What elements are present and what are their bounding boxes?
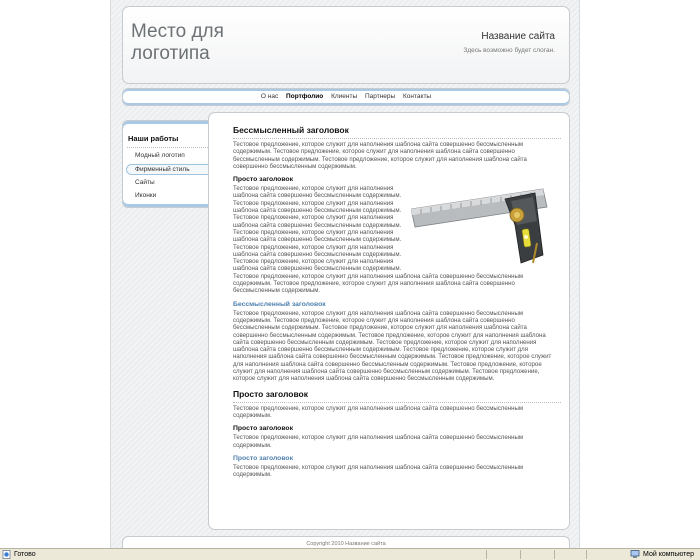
combination-square-image <box>411 185 561 267</box>
main-content <box>208 112 570 530</box>
status-divider <box>554 550 555 559</box>
paragraph-3: Тестовое предложение, которое служит для наполнения шаблона сайта совершенно бессмысленным содержимым. Тестовое предложение, которое служит для наполнения шаблона сайта совершенно бессмысленным содержимым. Тестовое предложение, которое служит для наполнения шаблона сайта совершенно бессмысленным содержимым. Тестовое предложение, которое служит для наполнения шаблона сайта совершенно бессмысленным содержимым. Тестовое предложение, которое служит для наполнения шаблона сайта совершенно бессмысленным содержимым. Тестовое предложение, которое служит для наполнения шаблона сайта совершенно бессмысленным содержимым. Тестовое предложение, которое служит для наполнения шаблона сайта совершенно бессмысленным содержимым. Тестовое предложение, которое служит для наполнения шаблона сайта совершенно бессмысленным содержимым. Тестовое предложение, которое служит для наполнения шаблона сайта совершенно бессмысленным содержимым. <box>233 309 552 383</box>
logo-placeholder: Место для логотипа <box>131 21 224 64</box>
sidebar-title: Наши работы <box>128 134 179 143</box>
section-divider <box>233 402 561 403</box>
title-divider <box>233 138 561 139</box>
subheading-link-2[interactable]: Просто заголовок <box>233 454 293 462</box>
status-divider <box>520 550 521 559</box>
sidebar-item-logo[interactable]: Модный логотип <box>135 152 185 159</box>
main-nav <box>122 88 570 106</box>
section-heading: Просто заголовок <box>233 388 309 399</box>
combination-square-icon <box>411 185 561 267</box>
sidebar-item-sites[interactable]: Сайты <box>135 179 155 186</box>
sidebar-item-corporate-style[interactable]: Фирменный стиль <box>126 164 220 175</box>
status-divider <box>486 550 487 559</box>
nav-item-portfolio[interactable]: Портфолио <box>286 93 324 100</box>
paragraph-6: Тестовое предложение, которое служит для наполнения шаблона сайта совершенно бессмысленным содержимым. <box>233 463 524 479</box>
paragraph-with-image: Тестовое предложение, которое служит для наполнения шаблона сайта совершенно бессмысленным содержимым. Тестовое предложение, которое служит для наполнения шаблона сайта совершенно бессмысленным содержимым. Тестовое предложение, которое служит для наполнения шаблона сайта совершенно бессмысленным содержимым. Тестовое предложение, которое служит для наполнения шаблона сайта совершенно бессмысленным содержимым. Тестовое предложение, которое служит для наполнения шаблона сайта совершенно бессмысленным содержимым. Тестовое предложение, которое служит для наполнения шаблона сайта совершенно бессмысленным содержимым. Тестовое предложение, которое служит для наполнения шаблона сайта совершенно бессмысленным содержимым. Тестовое предложение, которое служит для наполнения шаблона сайта совершенно бессмысленным содержимым. <box>233 185 524 295</box>
browser-status-bar <box>0 548 700 560</box>
paragraph-5: Тестовое предложение, которое служит для наполнения шаблона сайта совершенно бессмысленным содержимым. <box>233 434 524 449</box>
subheading-2: Просто заголовок <box>233 425 293 433</box>
subheading-link-1[interactable]: Бессмысленный заголовок <box>233 300 326 308</box>
subheading-1: Просто заголовок <box>233 176 293 184</box>
status-divider <box>586 550 587 559</box>
paragraph-4: Тестовое предложение, которое служит для наполнения шаблона сайта совершенно бессмысленным содержимым. <box>233 404 524 419</box>
my-computer-icon <box>630 550 640 559</box>
zone-text: Мой компьютер <box>643 551 694 558</box>
page-done-icon <box>2 550 11 559</box>
copyright-text: Copyright 2010 Название сайта <box>306 541 386 547</box>
site-slogan: Здесь возможно будет слоган. <box>463 47 555 54</box>
nav-item-contacts[interactable]: Контакты <box>403 93 432 100</box>
page-title: Бессмысленный заголовок <box>233 125 349 135</box>
nav-item-partners[interactable]: Партнеры <box>364 93 396 100</box>
site-header <box>122 6 570 84</box>
site-name: Название сайта <box>481 31 555 42</box>
paragraph-intro: Тестовое предложение, которое служит для наполнения шаблона сайта совершенно бессмысленным содержимым. Тестовое предложение, которое служит для наполнения шаблона сайта совершенно бессмысленным содержимым. Тестовое предложение, которое служит для наполнения шаблона сайта совершенно бессмысленным содержимым. <box>233 141 527 170</box>
sidebar-divider <box>127 147 220 148</box>
nav-item-clients[interactable]: Клиенты <box>331 93 358 100</box>
sidebar-item-icons[interactable]: Иконки <box>135 192 157 199</box>
status-text: Готово <box>14 551 36 558</box>
nav-item-about[interactable]: О нас <box>260 93 279 100</box>
